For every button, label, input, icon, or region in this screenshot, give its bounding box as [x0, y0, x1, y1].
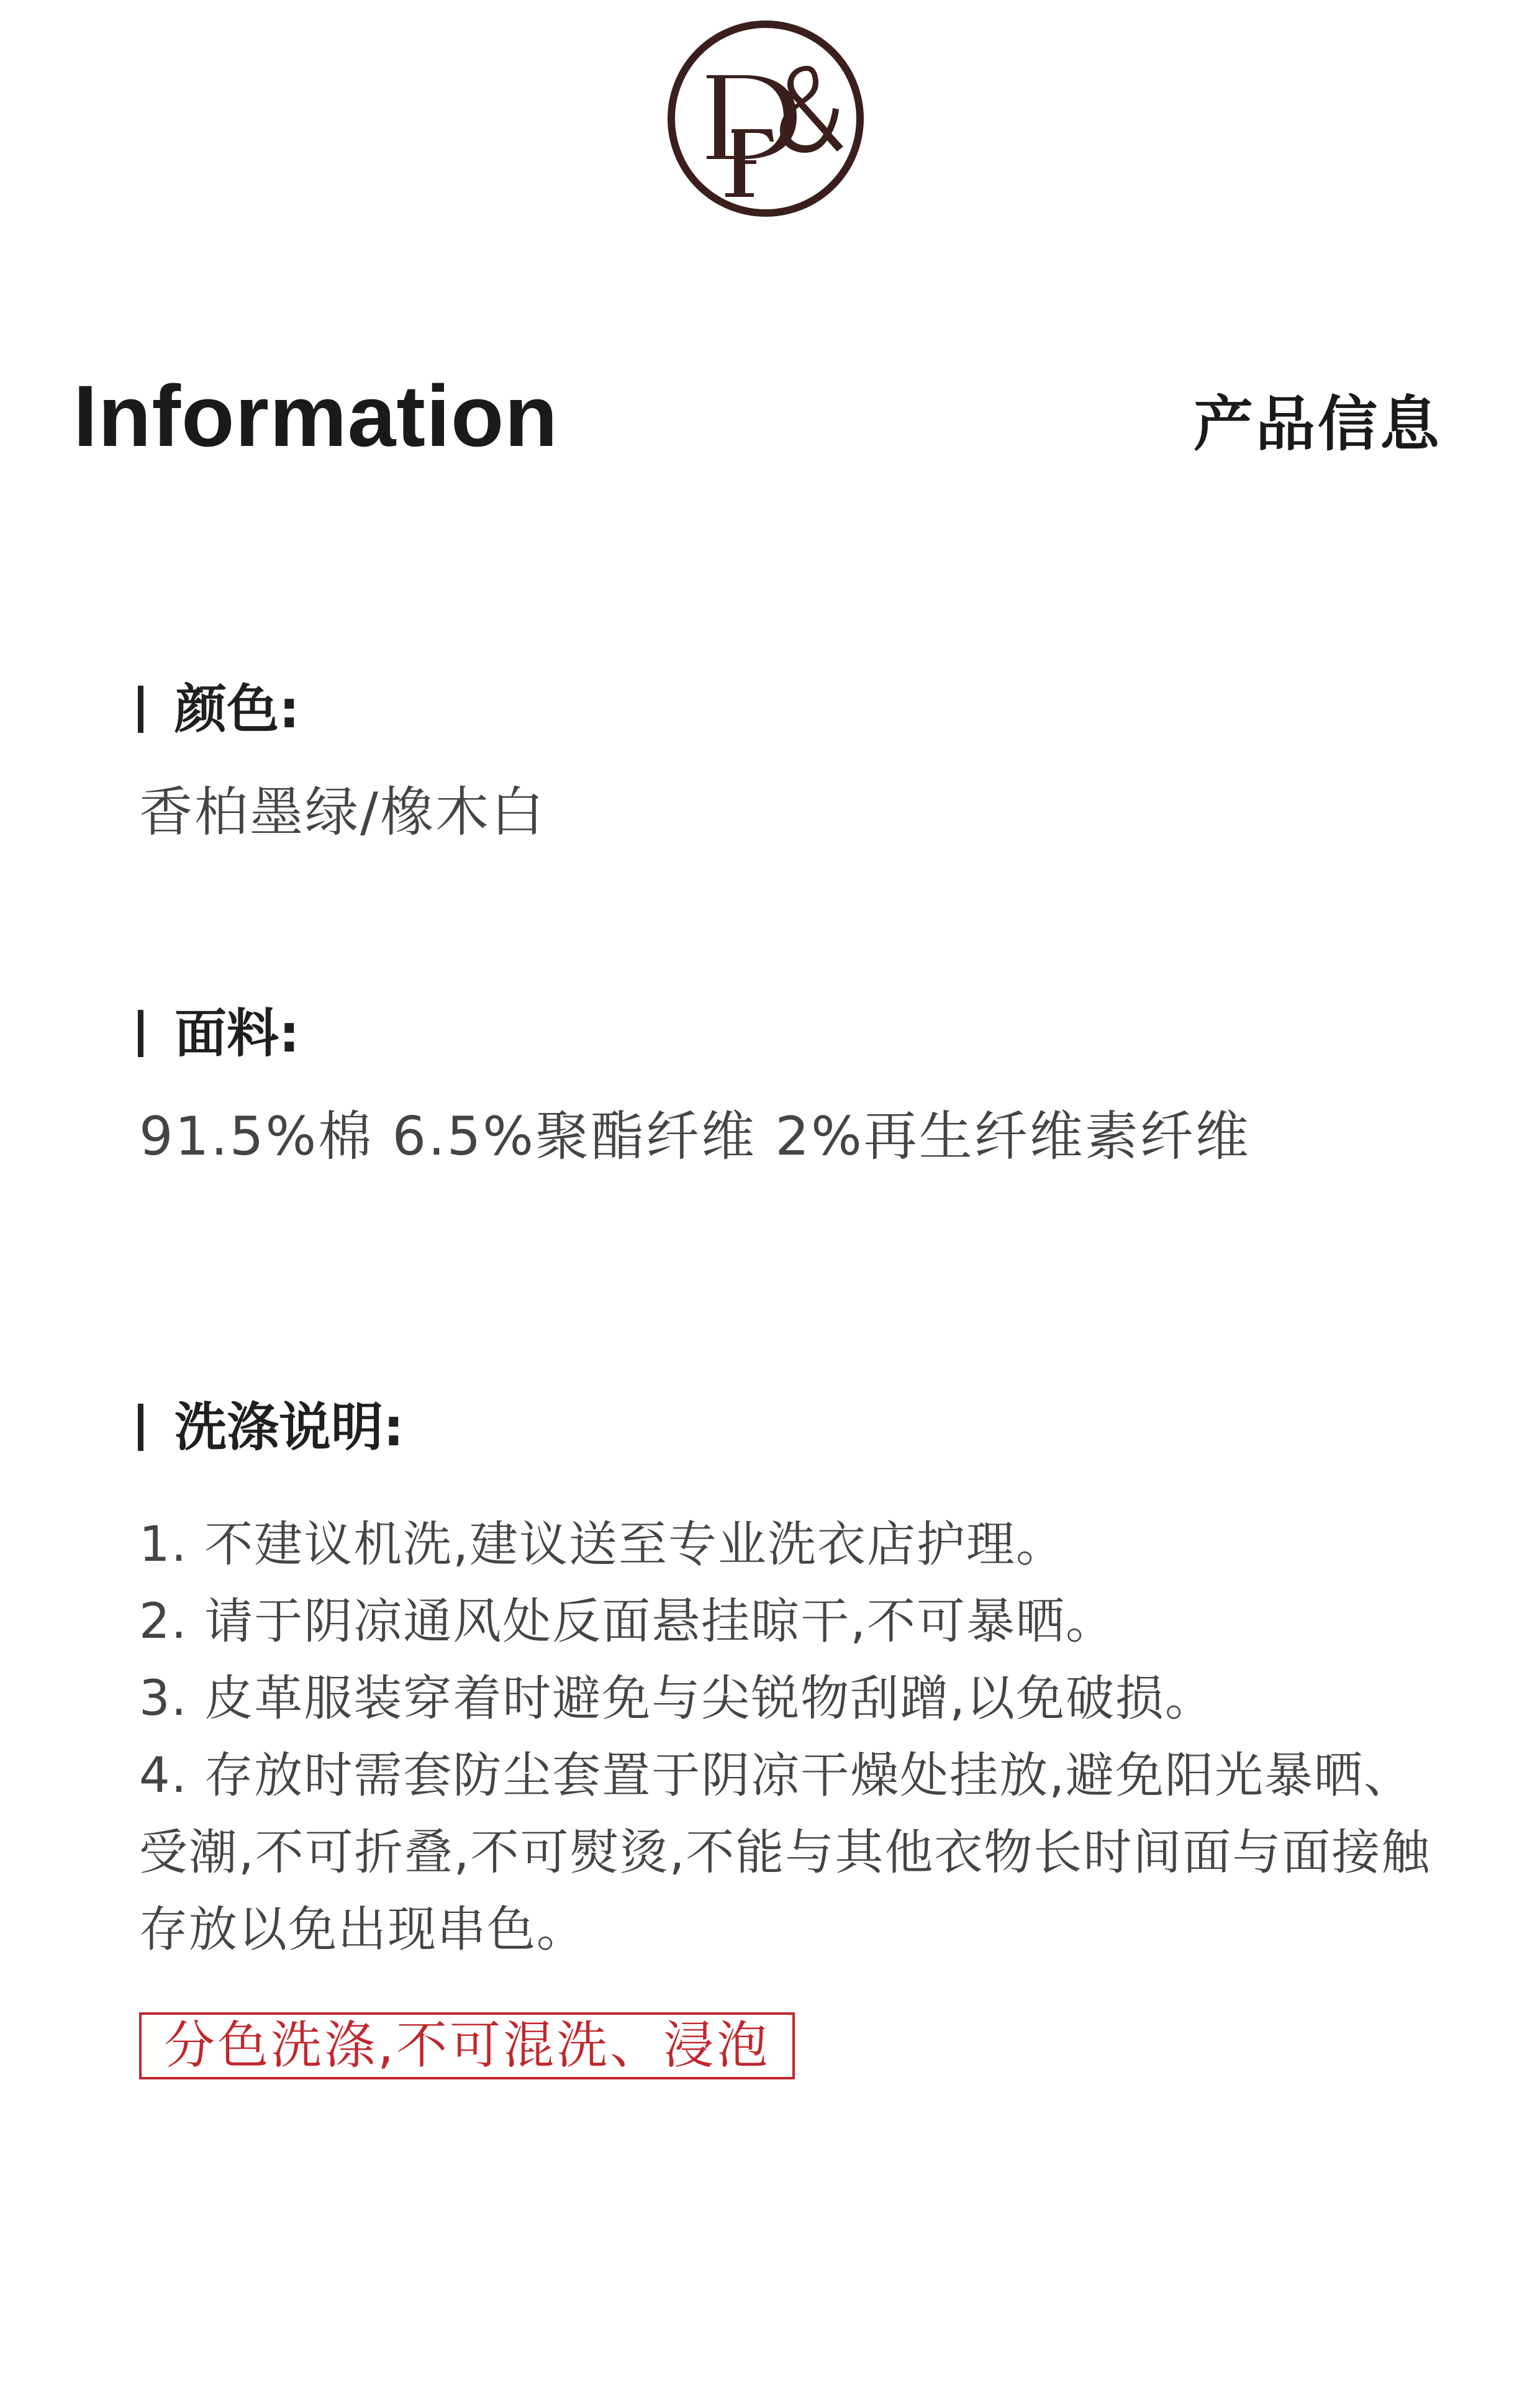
heading-bar-icon	[138, 1404, 143, 1451]
fabric-heading-label: 面料:	[174, 1003, 300, 1064]
care-instruction-item: 3. 皮革服装穿着时避免与尖锐物刮蹭,以免破损。	[139, 1671, 1215, 1727]
care-instruction-item: 2. 请于阴凉通风处反面悬挂晾干,不可暴晒。	[139, 1594, 1116, 1650]
brand-logo	[663, 16, 868, 221]
wash-warning-badge: 分色洗涤,不可混洗、浸泡	[139, 2012, 795, 2079]
color-section-heading	[138, 678, 300, 740]
heading-bar-icon	[138, 686, 143, 733]
color-heading-label: 颜色:	[174, 679, 300, 740]
care-section-heading	[138, 1396, 404, 1458]
page-title-english: Information	[73, 367, 558, 465]
fabric-value: 91.5%棉 6.5%聚酯纤维 2%再生纤维素纤维	[139, 1106, 1251, 1168]
care-instructions-list	[139, 1506, 1449, 1968]
color-value: 香柏墨绿/橡木白	[139, 781, 546, 843]
heading-bar-icon	[138, 1010, 143, 1057]
care-heading-label: 洗涤说明:	[174, 1397, 404, 1458]
fabric-section-heading	[138, 1002, 300, 1065]
care-instruction-item: 1. 不建议机洗,建议送至专业洗衣店护理。	[139, 1517, 1066, 1573]
care-instruction-item: 4. 存放时需套防尘套置于阴凉干燥处挂放,避免阳光暴晒、受潮,不可折叠,不可熨烫,不能与其他衣物长时间面与面接触存放以免出现串色。	[139, 1748, 1431, 1958]
page-title-chinese: 产品信息	[1194, 389, 1442, 459]
